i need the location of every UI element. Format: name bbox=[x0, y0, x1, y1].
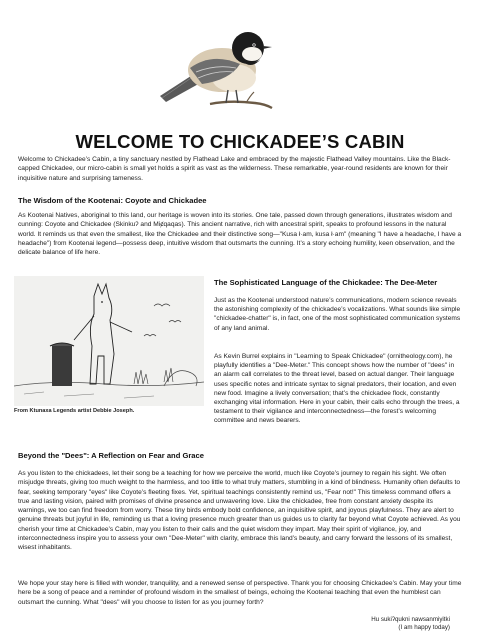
chickadee-bird-icon bbox=[150, 8, 290, 120]
section-heading-wisdom: The Wisdom of the Kootenai: Coyote and Chickadee bbox=[18, 196, 207, 205]
signoff-text: Hu sukiʔqukni nawsanmiyitki bbox=[371, 616, 450, 623]
signoff-translation: (I am happy today) bbox=[398, 624, 450, 631]
sketch-caption: From Ktunaxa Legends artist Debbie Joseph. bbox=[14, 408, 135, 414]
section-heading-fear-grace: Beyond the "Dees": A Reflection on Fear and Grace bbox=[18, 451, 204, 460]
wisdom-paragraph: As Kootenai Natives, aboriginal to this land, our heritage is woven into its stories. One tale, passed down through generations, illustrates wisdom and cunning: Coyote and Chickadee (Skinkuʔ and Miȼqaqas). This ancient narrative, rich with ancestral spirit, speaks to profound lessons in the natural world. It reminds us that even the smallest, like the Chickadee and their distinctive song—"Kusa ł·am, kusa ł·am" (meaning "I have a headache, I have a headache") from Kootenai legend—possess deep, intuitive wisdom that outsmarts the cunning. It’s a story echoing humility, keen observation, and the delicate balance of life here. bbox=[18, 212, 462, 257]
coyote-sketch-icon bbox=[14, 276, 204, 406]
dee-meter-paragraph-1: Just as the Kootenai understood nature’s communications, modern science reveals the astonishing complexity of the chickadee’s vocalizations. What sounds like simple "chickadee-chatter" is, in fact, one of the most sophisticated communication systems of any land animal. bbox=[214, 297, 461, 332]
closing-paragraph: We hope your stay here is filled with wonder, tranquility, and a renewed sense of perspective. Thank you for choosing Chickadee’s Cabin. May your time here be a song of peace and a reminder of profound wisdom in the smallest of beings, echoing the Kootenai teaching that even the humblest can outsmart the cunning. What "dees" will you choose to listen for as you journey forth? bbox=[18, 580, 462, 606]
signoff-block bbox=[310, 616, 450, 632]
chickadee-illustration bbox=[150, 8, 290, 120]
fear-grace-paragraph: As you listen to the chickadees, let their song be a teaching for how we perceive the world, much like Coyote’s journey to regain his sight. We often misjudge threats, giving too much weight to the harmless, and too little to what truly matters, stumbling in a kind of blindness. Humanity often defaults to fear, seeking temporary "eyes" like Coyote’s fleeting fixes. Yet, spiritual teachings consistently remind us, "Fear not!" This timeless command offers a true and lasting vision, paired with promises of divine presence and unwavering love. Like the chickadee, free from constant anxiety despite its warnings, we too can find freedom from worry. These tiny birds embody bold confidence, an inquisitive spirit, and joyous playfulness. They are alert to genuine threats but joyful in life, reminding us that a loving presence much greater than us guides us to clarity far beyond what Coyote achieved. As you cherish your time at Chickadee’s Cabin, may you listen to their calls and the quiet wisdom they impart. May their spirit of vigilance, joy, and interconnectedness inspire you to assess your own "Dee-Meter" with clarity, embrace this land’s beauty, and carry forward the lessons of its smallest, wisest inhabitants. bbox=[18, 470, 461, 552]
page-title: WELCOME TO CHICKADEE’S CABIN bbox=[75, 131, 405, 152]
section-heading-dee-meter: The Sophisticated Language of the Chickadee: The Dee-Meter bbox=[214, 278, 438, 287]
intro-paragraph: Welcome to Chickadee’s Cabin, a tiny sanctuary nestled by Flathead Lake and embraced by the majestic Flathead Valley mountains. Like the Black-capped Chickadee, our micro-cabin is small yet holds a spirit as vast as the wilderness. These remarkable, year-round residents are known for their inquisitive nature and surprising tameness. bbox=[18, 156, 451, 182]
dee-meter-paragraph-2: As Kevin Burrel explains in "Learning to Speak Chickadee" (ornitheology.com), he playfully identifies a "Dee-Meter." This concept shows how the number of "dees" in an alarm call correlates to the threat level, based on actual danger. Their language uses specific notes and intricate syntax to signal predators, their location, and even new food. Imagine a lively conversation; that’s the chickadee flock, constantly exchanging vital information. Here in your cabin, their calls echo through the trees, a testament to their vigilance and interconnectedness—the forest’s welcoming committee and news bearers. bbox=[214, 353, 460, 425]
coyote-chickadee-sketch bbox=[14, 276, 204, 406]
